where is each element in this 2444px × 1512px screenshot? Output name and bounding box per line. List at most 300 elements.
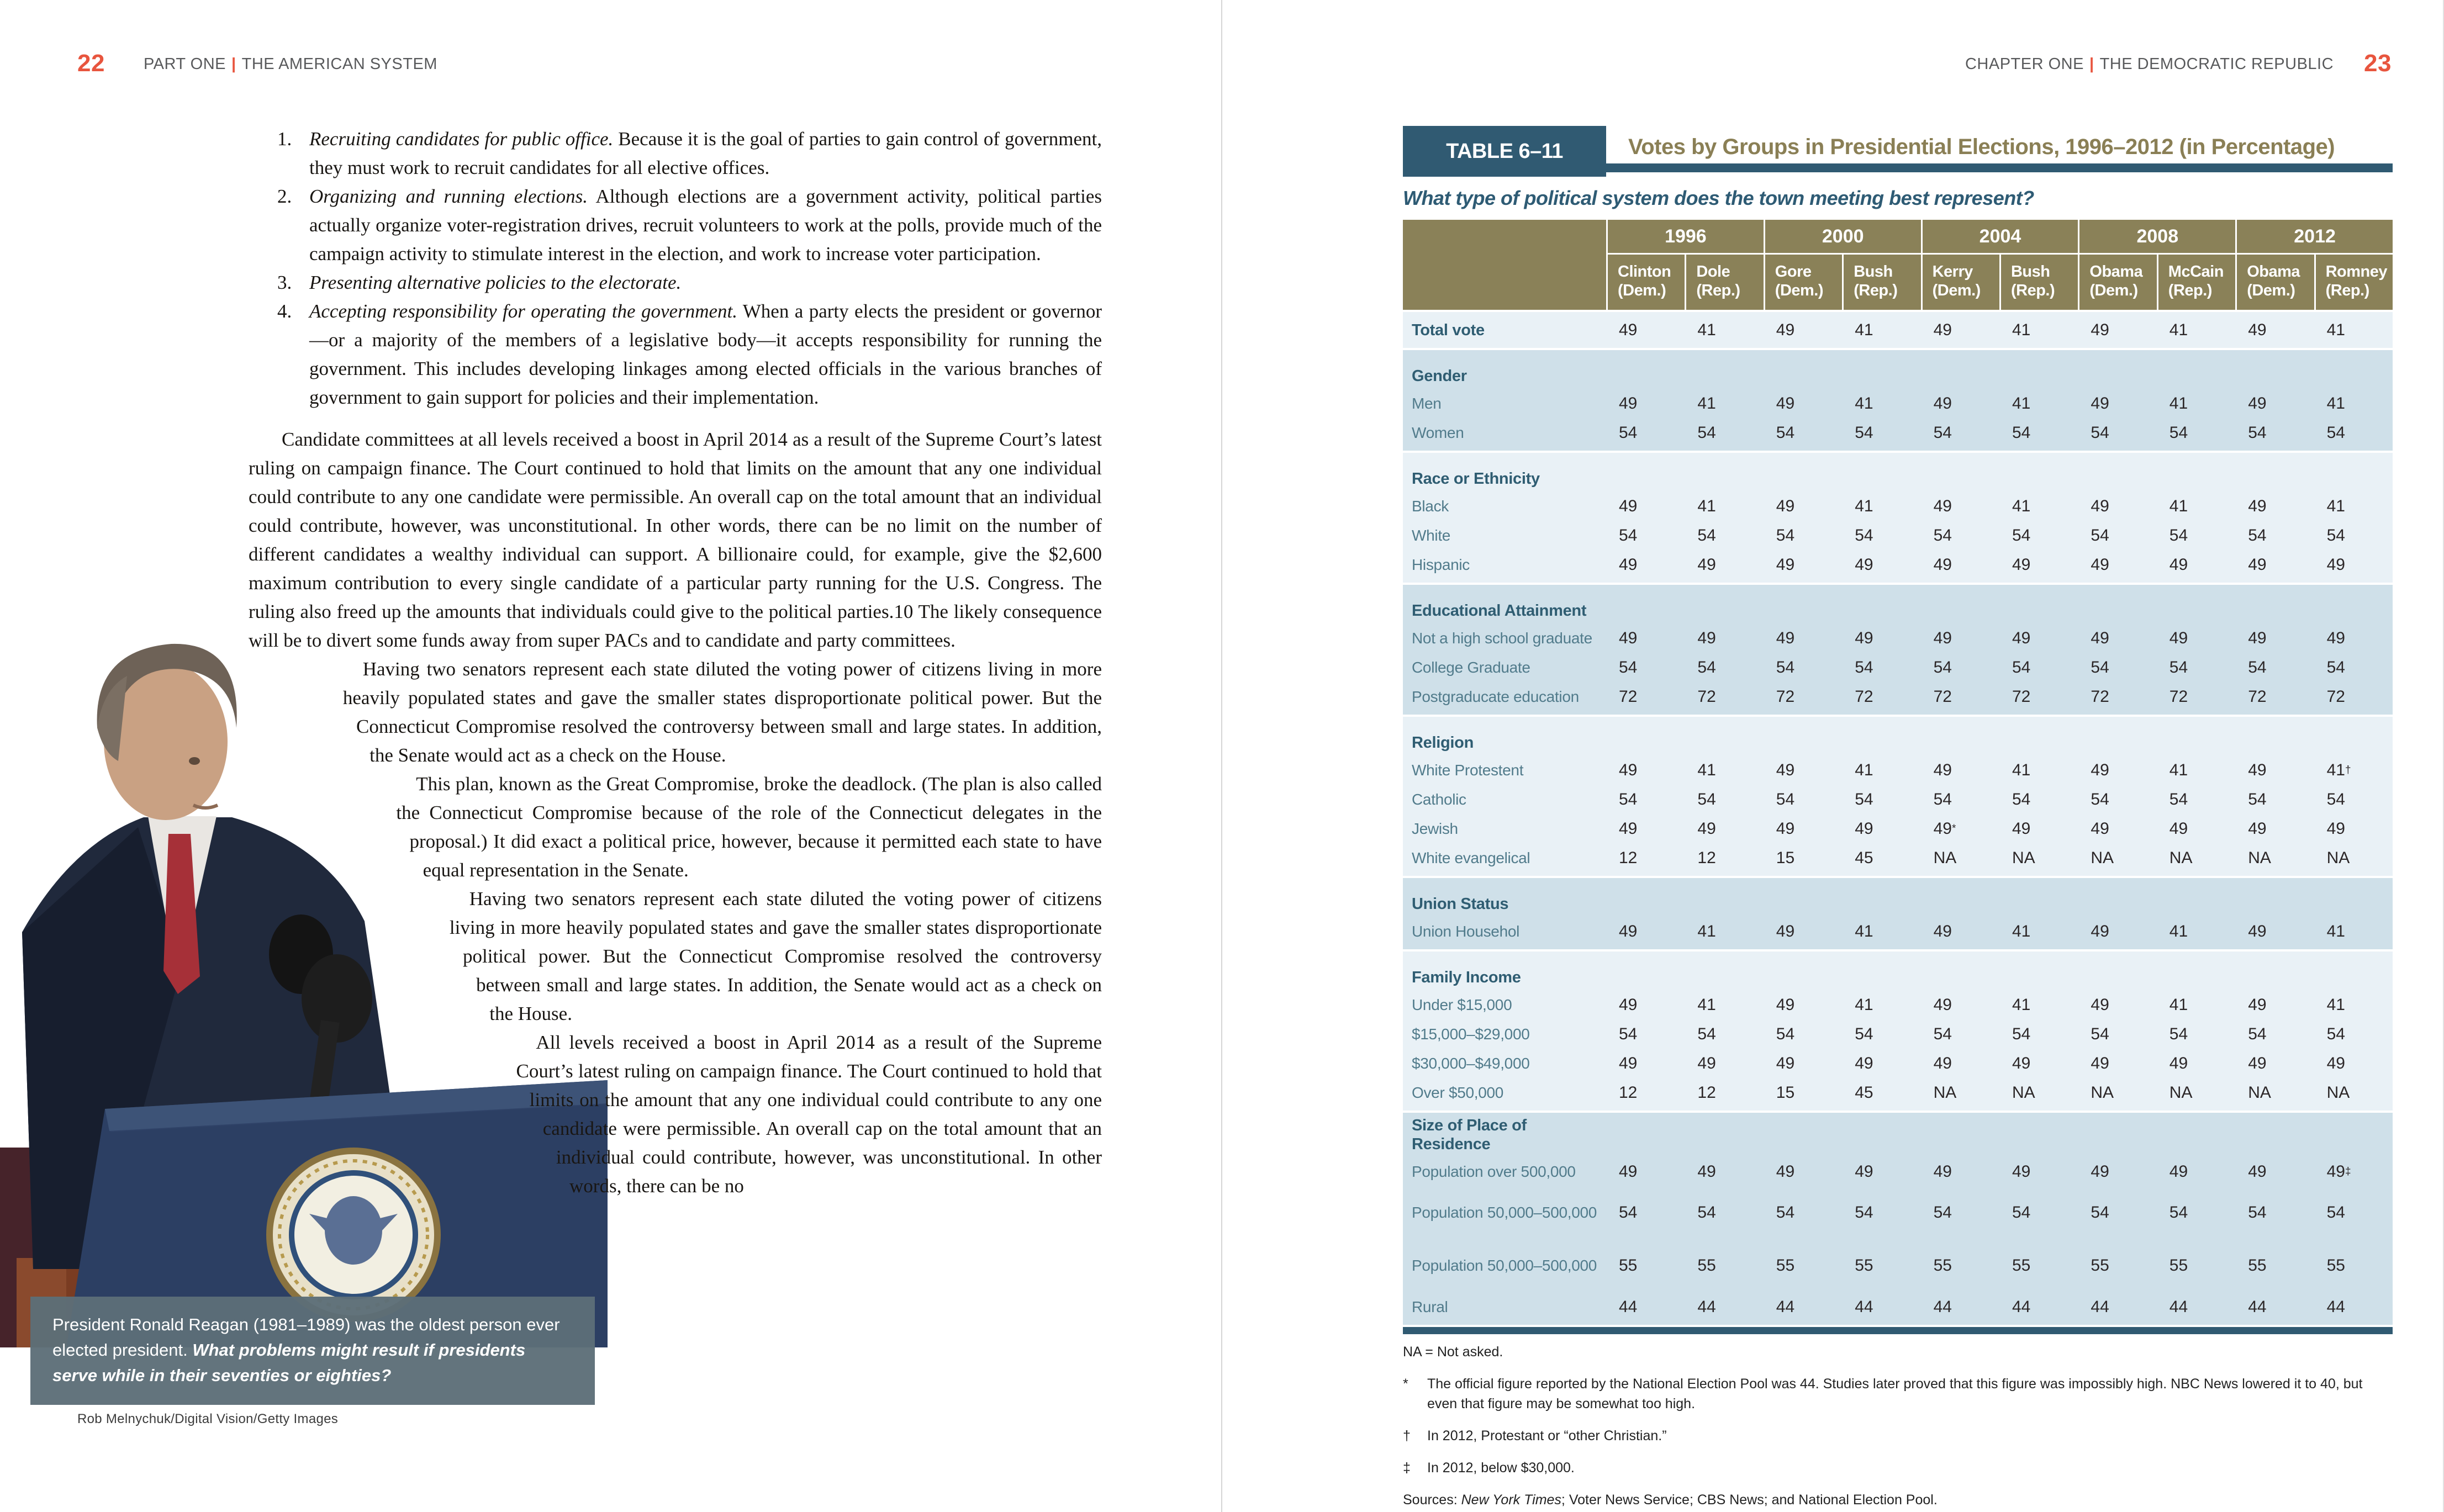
list-item-lead: Recruiting candidates for public office. bbox=[309, 128, 614, 150]
value-cell: 41 bbox=[2158, 315, 2235, 345]
value-cell: 54 bbox=[2316, 521, 2393, 550]
value-cell: 49 bbox=[1608, 917, 1685, 946]
section-header-filler bbox=[2158, 1116, 2235, 1157]
value-cell: 55 bbox=[1844, 1239, 1920, 1292]
value-cell: 49 bbox=[1608, 623, 1685, 653]
row-label: College Graduate bbox=[1403, 653, 1606, 682]
value-cell: 54 bbox=[1608, 653, 1685, 682]
value-cell: 49 * bbox=[1923, 814, 1999, 843]
value-cell: 49 bbox=[1765, 1049, 1842, 1078]
running-head-separator: | bbox=[2089, 55, 2094, 73]
value-cell: 55 bbox=[2158, 1239, 2235, 1292]
value-cell: 49 bbox=[2001, 1157, 2078, 1186]
value-cell: 55 bbox=[2316, 1239, 2393, 1292]
candidate-header-cell bbox=[2237, 255, 2314, 310]
footnote-symbol: * bbox=[1403, 1376, 1408, 1392]
body-paragraph: All levels received a boost in April 2014 as a result of the Supreme Court’s latest ruling on campaign finance. The Court continued to hold that limits on the amount that any one individual could contribute to any one candidate were permissible. An overall cap on the total amount that an individual could contribute, however, was unconstitutional. In other words, there can be no bbox=[516, 1032, 1102, 1197]
section-header-filler bbox=[2237, 588, 2314, 623]
table-row bbox=[1403, 491, 2393, 521]
candidate-name: Gore bbox=[1775, 263, 1812, 281]
row-label: Women bbox=[1403, 418, 1606, 447]
value-cell: 41 bbox=[2001, 315, 2078, 345]
table-row bbox=[1403, 682, 2393, 711]
value-cell: 54 bbox=[2079, 1019, 2156, 1049]
section-header-filler bbox=[1923, 353, 1999, 389]
value-cell: 49 bbox=[1686, 814, 1763, 843]
candidate-name: Bush bbox=[2010, 263, 2050, 281]
footnote-text: In 2012, below $30,000. bbox=[1427, 1460, 1575, 1476]
table-footnotes bbox=[1403, 1342, 2393, 1512]
value-cell: 49 bbox=[1844, 1049, 1920, 1078]
value-cell: 49 bbox=[2158, 1157, 2235, 1186]
section-header-filler bbox=[2079, 955, 2156, 990]
value-cell: 44 bbox=[1765, 1292, 1842, 1321]
value-cell: 49 bbox=[2237, 990, 2314, 1019]
value-cell: 54 bbox=[2001, 418, 2078, 447]
candidate-header-cell bbox=[1608, 255, 1685, 310]
section-header-filler bbox=[1608, 1116, 1685, 1157]
value-cell: 49 bbox=[1608, 814, 1685, 843]
section-header-filler bbox=[1923, 1116, 1999, 1157]
footnote bbox=[1403, 1426, 2393, 1446]
candidate-name: Kerry bbox=[1932, 263, 1973, 281]
footnote-symbol: † bbox=[1403, 1428, 1411, 1444]
candidate-header-cell bbox=[2001, 255, 2078, 310]
section-header-filler bbox=[1844, 456, 1920, 491]
value-cell: 41 bbox=[2158, 389, 2235, 418]
value-cell: 72 bbox=[1923, 682, 1999, 711]
year-header-cell: 2012 bbox=[2237, 220, 2393, 253]
body-paragraph: Having two senators represent each state diluted the voting power of citizens living in more heavily populated states and gave the smaller states disproportionate political power. But the Connecticut Compromise resolved the controversy between small and large states. In addition, the Senate would act as a check on the House. bbox=[342, 658, 1102, 766]
value-cell: 44 bbox=[1608, 1292, 1685, 1321]
section-header-cell: Race or Ethnicity bbox=[1403, 456, 1606, 491]
value-cell: 55 bbox=[2079, 1239, 2156, 1292]
candidate-header-cell bbox=[1923, 255, 1999, 310]
section-header-filler bbox=[2237, 881, 2314, 917]
value-cell: 49 bbox=[2237, 491, 2314, 521]
value-cell: 49 bbox=[2079, 814, 2156, 843]
footnote-text: The official figure reported by the National Election Pool was 44. Studies later proved that this figure was impossibly high. NBC News lowered it to 40, but even that figure may be somewhat too high. bbox=[1427, 1376, 2363, 1411]
section-header-filler bbox=[2079, 720, 2156, 755]
table-row bbox=[1403, 1186, 2393, 1239]
section-header-row bbox=[1403, 955, 2393, 990]
section-header-filler bbox=[1686, 353, 1763, 389]
value-cell: 49 bbox=[2079, 389, 2156, 418]
section-header-row bbox=[1403, 1116, 2393, 1157]
value-cell: 54 bbox=[1608, 1019, 1685, 1049]
table-row bbox=[1403, 1078, 2393, 1107]
section-header-filler bbox=[2316, 720, 2393, 755]
value-cell: 54 bbox=[2079, 785, 2156, 814]
value-cell: 49 bbox=[2237, 755, 2314, 785]
row-label: Not a high school graduate bbox=[1403, 623, 1606, 653]
section-header-filler bbox=[1844, 955, 1920, 990]
list-item-number: 4. bbox=[277, 300, 292, 322]
section-header-filler bbox=[2001, 1116, 2078, 1157]
value-cell: 41 bbox=[2316, 917, 2393, 946]
section-header-filler bbox=[1686, 456, 1763, 491]
section-header-filler bbox=[2001, 588, 2078, 623]
section-header-filler bbox=[2158, 456, 2235, 491]
table-row bbox=[1403, 653, 2393, 682]
value-cell: 41 bbox=[2158, 917, 2235, 946]
section-header-filler bbox=[1686, 588, 1763, 623]
candidate-name: Obama bbox=[2247, 263, 2300, 281]
value-cell: 54 bbox=[1844, 785, 1920, 814]
table-body bbox=[1403, 312, 2393, 1325]
candidate-party: (Rep.) bbox=[1854, 282, 1898, 299]
table-row bbox=[1403, 814, 2393, 843]
value-cell: 49 bbox=[2079, 550, 2156, 579]
value-cell: 49 bbox=[1608, 755, 1685, 785]
value-cell: 49 bbox=[2079, 1157, 2156, 1186]
value-cell: 54 bbox=[2316, 785, 2393, 814]
value-cell: 49 bbox=[2079, 1049, 2156, 1078]
body-paragraph: Having two senators represent each state diluted the voting power of citizens living in more heavily populated states and gave the smaller states disproportionate political power. But the Connecticut Compromise resolved the controversy between small and large states. In addition, the Senate would act as a check on the House. bbox=[449, 888, 1102, 1024]
value-cell: 49 bbox=[1686, 1157, 1763, 1186]
value-cell: 49 bbox=[2237, 550, 2314, 579]
value-cell: 54 bbox=[1923, 1019, 1999, 1049]
value-cell: NA bbox=[2158, 843, 2235, 873]
value-cell: 54 bbox=[2237, 1019, 2314, 1049]
value-cell: 41 bbox=[2001, 755, 2078, 785]
value-cell: 49 bbox=[1844, 623, 1920, 653]
row-label: Catholic bbox=[1403, 785, 1606, 814]
value-cell: 54 bbox=[1608, 1186, 1685, 1239]
list-item-text: When a party elects the president or governor—or a majority of the members of a legislative body—it accepts responsibility for running the government. This includes developing linkages among elected officials in the various branches of government to gain support for policies and their implementation. bbox=[309, 300, 1102, 408]
value-cell: 55 bbox=[2001, 1239, 2078, 1292]
list-item bbox=[249, 297, 1102, 412]
table-row bbox=[1403, 521, 2393, 550]
value-cell: 49 bbox=[2237, 814, 2314, 843]
section-header-row bbox=[1403, 588, 2393, 623]
value-cell: 49 bbox=[2079, 315, 2156, 345]
section-header-filler bbox=[1686, 1116, 1763, 1157]
value-cell: 49 bbox=[1608, 315, 1685, 345]
section-header-filler bbox=[2316, 955, 2393, 990]
running-head-part: PART ONE bbox=[143, 55, 226, 73]
value-cell: 49 bbox=[1923, 623, 1999, 653]
table-row bbox=[1403, 623, 2393, 653]
row-label: Rural bbox=[1403, 1292, 1606, 1321]
list-item-number: 2. bbox=[277, 186, 292, 207]
value-cell: 54 bbox=[2237, 521, 2314, 550]
value-cell: 44 bbox=[2237, 1292, 2314, 1321]
value-cell: 49 bbox=[2158, 1049, 2235, 1078]
footnote-symbol: ‡ bbox=[1403, 1460, 1411, 1476]
section-header-filler bbox=[1765, 720, 1842, 755]
value-cell: 44 bbox=[2001, 1292, 2078, 1321]
list-item-text: Although elections are a government activity, political parties actually organize voter-registration drives, recruit volunteers to work at the polls, provide much of the campaign activity to stimulate interest in the election, and work to increase voter participation. bbox=[309, 186, 1102, 265]
section-header-filler bbox=[2001, 456, 2078, 491]
section-header-filler bbox=[1765, 955, 1842, 990]
section-header-filler bbox=[2001, 720, 2078, 755]
body-paragraph: This plan, known as the Great Compromise, broke the deadlock. (The plan is also called the Connecticut Compromise because of the role of the Connecticut delegates in the proposal.) It did exact a political price, however, because it permitted each state to have equal representation in the Senate. bbox=[396, 773, 1102, 881]
value-cell: 54 bbox=[2158, 785, 2235, 814]
value-cell: 49 bbox=[2001, 1049, 2078, 1078]
row-label: White Protestent bbox=[1403, 755, 1606, 785]
value-cell: 49 bbox=[1686, 623, 1763, 653]
section-header-filler bbox=[2158, 588, 2235, 623]
footnote-text: In 2012, Protestant or “other Christian.” bbox=[1427, 1428, 1667, 1444]
value-cell: 72 bbox=[1686, 682, 1763, 711]
value-cell: 41 bbox=[2158, 491, 2235, 521]
value-cell: 54 bbox=[1844, 1186, 1920, 1239]
value-cell: NA bbox=[2079, 1078, 2156, 1107]
value-cell: NA bbox=[2237, 843, 2314, 873]
section-header-filler bbox=[1608, 955, 1685, 990]
value-cell: 49 bbox=[2079, 755, 2156, 785]
value-cell: 54 bbox=[1686, 418, 1763, 447]
value-cell: 54 bbox=[2316, 653, 2393, 682]
row-label: Jewish bbox=[1403, 814, 1606, 843]
value-cell: 54 bbox=[1608, 418, 1685, 447]
candidate-party: (Dem.) bbox=[1618, 282, 1666, 299]
value-cell: 49 bbox=[1765, 917, 1842, 946]
value-cell: 49 bbox=[1923, 389, 1999, 418]
table-bottom-rule bbox=[1403, 1327, 2393, 1334]
section-header-filler bbox=[2237, 1116, 2314, 1157]
section-header-filler bbox=[1844, 881, 1920, 917]
candidate-party: (Dem.) bbox=[1775, 282, 1824, 299]
value-cell: 54 bbox=[1923, 1186, 1999, 1239]
value-cell: 72 bbox=[2237, 682, 2314, 711]
value-cell: 49 bbox=[1686, 550, 1763, 579]
candidate-header-cell bbox=[2079, 255, 2156, 310]
section-header-filler bbox=[2079, 881, 2156, 917]
votes-table bbox=[1403, 220, 2393, 1334]
section-header-filler bbox=[2237, 456, 2314, 491]
section-header-filler bbox=[1765, 881, 1842, 917]
value-cell: 54 bbox=[1686, 653, 1763, 682]
value-cell: 49 bbox=[1608, 550, 1685, 579]
candidate-header-cell bbox=[1765, 255, 1842, 310]
value-cell: 41 bbox=[1844, 990, 1920, 1019]
table-section bbox=[1403, 717, 2393, 876]
row-label: $15,000–$29,000 bbox=[1403, 1019, 1606, 1049]
value-cell: 54 bbox=[1765, 785, 1842, 814]
candidate-name: McCain bbox=[2168, 263, 2224, 281]
value-cell: 41 bbox=[1686, 389, 1763, 418]
sources-rest: ; Voter News Service; CBS News; and National Election Pool. bbox=[1561, 1492, 1938, 1508]
section-header-row bbox=[1403, 353, 2393, 389]
value-cell: 49 bbox=[1686, 1049, 1763, 1078]
value-cell: 49 bbox=[2237, 917, 2314, 946]
value-cell: 54 bbox=[2237, 653, 2314, 682]
value-cell: 44 bbox=[2079, 1292, 2156, 1321]
section-header-filler bbox=[1844, 588, 1920, 623]
value-cell: 49 bbox=[2158, 550, 2235, 579]
section-header-filler bbox=[1608, 720, 1685, 755]
section-header-filler bbox=[1765, 588, 1842, 623]
list-item-lead: Presenting alternative policies to the electorate. bbox=[309, 272, 682, 293]
section-header-cell: Gender bbox=[1403, 353, 1606, 389]
section-header-filler bbox=[1686, 720, 1763, 755]
section-header-filler bbox=[1765, 1116, 1842, 1157]
footnote bbox=[1403, 1374, 2393, 1414]
section-header-filler bbox=[2079, 588, 2156, 623]
value-cell: 49 bbox=[2001, 623, 2078, 653]
table-number-label: TABLE 6–11 bbox=[1403, 126, 1606, 177]
list-item-number: 3. bbox=[277, 272, 292, 293]
left-page-number: 22 bbox=[77, 50, 105, 77]
value-cell: 12 bbox=[1608, 1078, 1685, 1107]
value-cell: 49 bbox=[1608, 990, 1685, 1019]
section-header-filler bbox=[2158, 881, 2235, 917]
list-item-text: Because it is the goal of parties to gain control of government, they must work to recruit candidates for all elective offices. bbox=[309, 128, 1102, 178]
section-header-filler bbox=[1844, 1116, 1920, 1157]
value-cell: 41 bbox=[1844, 491, 1920, 521]
value-cell: 45 bbox=[1844, 1078, 1920, 1107]
value-cell: 49 bbox=[2316, 814, 2393, 843]
section-header-filler bbox=[2001, 353, 2078, 389]
right-page bbox=[1222, 0, 2444, 1512]
table-corner-cell bbox=[1403, 220, 1606, 310]
value-cell: 55 bbox=[1608, 1239, 1685, 1292]
row-label: Population over 500,000 bbox=[1403, 1157, 1606, 1186]
value-cell: 41 bbox=[1686, 315, 1763, 345]
value-cell: 54 bbox=[2079, 1186, 2156, 1239]
value-cell: 41 bbox=[2316, 990, 2393, 1019]
value-cell: 49 bbox=[2158, 623, 2235, 653]
section-header-filler bbox=[2237, 353, 2314, 389]
value-cell: 49 bbox=[1923, 1157, 1999, 1186]
section-header-filler bbox=[1608, 353, 1685, 389]
value-cell: 49 bbox=[1765, 315, 1842, 345]
value-cell: 15 bbox=[1765, 843, 1842, 873]
year-header-cell: 2008 bbox=[2079, 220, 2235, 253]
section-header-cell: Family Income bbox=[1403, 955, 1606, 990]
value-cell: 54 bbox=[2001, 521, 2078, 550]
value-cell: NA bbox=[2001, 1078, 2078, 1107]
row-label: Postgraducate education bbox=[1403, 682, 1606, 711]
value-cell: 49 bbox=[1923, 315, 1999, 345]
section-header-filler bbox=[2001, 881, 2078, 917]
table-section bbox=[1403, 1113, 2393, 1325]
value-cell: 54 bbox=[1686, 1186, 1763, 1239]
value-cell: 54 bbox=[1608, 521, 1685, 550]
value-cell: 54 bbox=[2158, 1019, 2235, 1049]
value-cell: 49 bbox=[1923, 1049, 1999, 1078]
value-cell: 44 bbox=[1844, 1292, 1920, 1321]
list-item bbox=[249, 268, 1102, 297]
section-header-filler bbox=[1765, 353, 1842, 389]
value-cell: 49 bbox=[2158, 814, 2235, 843]
candidate-name: Clinton bbox=[1618, 263, 1671, 281]
candidate-party: (Dem.) bbox=[1932, 282, 1981, 299]
value-cell: 41 bbox=[1686, 917, 1763, 946]
value-cell: NA bbox=[1923, 843, 1999, 873]
list-item bbox=[249, 125, 1102, 182]
table-row bbox=[1403, 550, 2393, 579]
section-header-filler bbox=[2237, 955, 2314, 990]
value-cell: 54 bbox=[1923, 521, 1999, 550]
value-cell: 49 bbox=[1923, 990, 1999, 1019]
value-cell: 54 bbox=[2158, 521, 2235, 550]
list-item-lead: Accepting responsibility for operating the government. bbox=[309, 300, 737, 322]
value-cell: 49 bbox=[1608, 1049, 1685, 1078]
value-cell: NA bbox=[2001, 843, 2078, 873]
value-cell: 41 bbox=[2001, 389, 2078, 418]
table-row bbox=[1403, 990, 2393, 1019]
value-cell: NA bbox=[2237, 1078, 2314, 1107]
value-cell: 41 bbox=[1844, 917, 1920, 946]
value-cell: 49 bbox=[2316, 1049, 2393, 1078]
value-cell: 41 † bbox=[2316, 755, 2393, 785]
table-row bbox=[1403, 843, 2393, 873]
running-head-title: THE AMERICAN SYSTEM bbox=[241, 55, 437, 73]
value-cell: 49 bbox=[2237, 623, 2314, 653]
footnote bbox=[1403, 1458, 2393, 1478]
section-header-filler bbox=[2079, 353, 2156, 389]
table-row bbox=[1403, 1157, 2393, 1186]
table-row bbox=[1403, 1049, 2393, 1078]
value-cell: NA bbox=[2316, 843, 2393, 873]
value-cell: 41 bbox=[2001, 990, 2078, 1019]
value-cell: 49 bbox=[1765, 755, 1842, 785]
table-header bbox=[1403, 220, 2393, 310]
value-cell: 49 bbox=[1608, 389, 1685, 418]
table-title: Votes by Groups in Presidential Elections, 1996–2012 (in Percentage) bbox=[1628, 135, 2335, 159]
caption-text: President Ronald Reagan (1981–1989) was the oldest person ever elected president. bbox=[52, 1315, 560, 1360]
table-section bbox=[1403, 453, 2393, 583]
row-label: Over $50,000 bbox=[1403, 1078, 1606, 1107]
left-running-head bbox=[77, 50, 437, 77]
sources-line bbox=[1403, 1490, 2393, 1510]
value-cell: 44 bbox=[1686, 1292, 1763, 1321]
table-row bbox=[1403, 418, 2393, 447]
section-header-cell: Educational Attainment bbox=[1403, 588, 1606, 623]
section-header-cell: Size of Place of Residence bbox=[1403, 1116, 1606, 1157]
value-cell: 49 bbox=[1923, 550, 1999, 579]
section-header-filler bbox=[2079, 456, 2156, 491]
row-label: White evangelical bbox=[1403, 843, 1606, 873]
value-cell: 49 bbox=[2237, 1049, 2314, 1078]
sources-prefix: Sources: bbox=[1403, 1492, 1461, 1508]
candidate-party: (Dem.) bbox=[2089, 282, 2138, 299]
value-cell: 41 bbox=[2316, 491, 2393, 521]
value-cell: 55 bbox=[1923, 1239, 1999, 1292]
table-section bbox=[1403, 585, 2393, 715]
value-cell: 49 bbox=[2079, 491, 2156, 521]
table-subtitle: What type of political system does the town meeting best represent? bbox=[1403, 187, 2034, 209]
candidate-name: Obama bbox=[2089, 263, 2143, 281]
running-head-separator: | bbox=[231, 55, 236, 73]
value-cell: 49 bbox=[2079, 990, 2156, 1019]
value-cell: 54 bbox=[2237, 785, 2314, 814]
section-header-filler bbox=[1923, 881, 1999, 917]
candidate-party: (Rep.) bbox=[1696, 282, 1740, 299]
section-header-cell: Religion bbox=[1403, 720, 1606, 755]
value-cell: 54 bbox=[2316, 1186, 2393, 1239]
value-cell: NA bbox=[2158, 1078, 2235, 1107]
value-cell: 72 bbox=[2158, 682, 2235, 711]
value-cell: 55 bbox=[1765, 1239, 1842, 1292]
value-cell: 49 bbox=[1765, 1157, 1842, 1186]
row-label: Population 50,000–500,000 bbox=[1403, 1186, 1606, 1239]
candidate-party: (Rep.) bbox=[2168, 282, 2212, 299]
candidate-party: (Rep.) bbox=[2010, 282, 2055, 299]
value-cell: 12 bbox=[1608, 843, 1685, 873]
value-cell: 49 ‡ bbox=[2316, 1157, 2393, 1186]
value-cell: 54 bbox=[2079, 418, 2156, 447]
section-header-row bbox=[1403, 881, 2393, 917]
value-cell: 49 bbox=[2316, 550, 2393, 579]
candidate-header-cell bbox=[2316, 255, 2393, 310]
value-cell: 44 bbox=[2316, 1292, 2393, 1321]
value-cell: 54 bbox=[1844, 418, 1920, 447]
list-item-lead: Organizing and running elections. bbox=[309, 186, 588, 207]
